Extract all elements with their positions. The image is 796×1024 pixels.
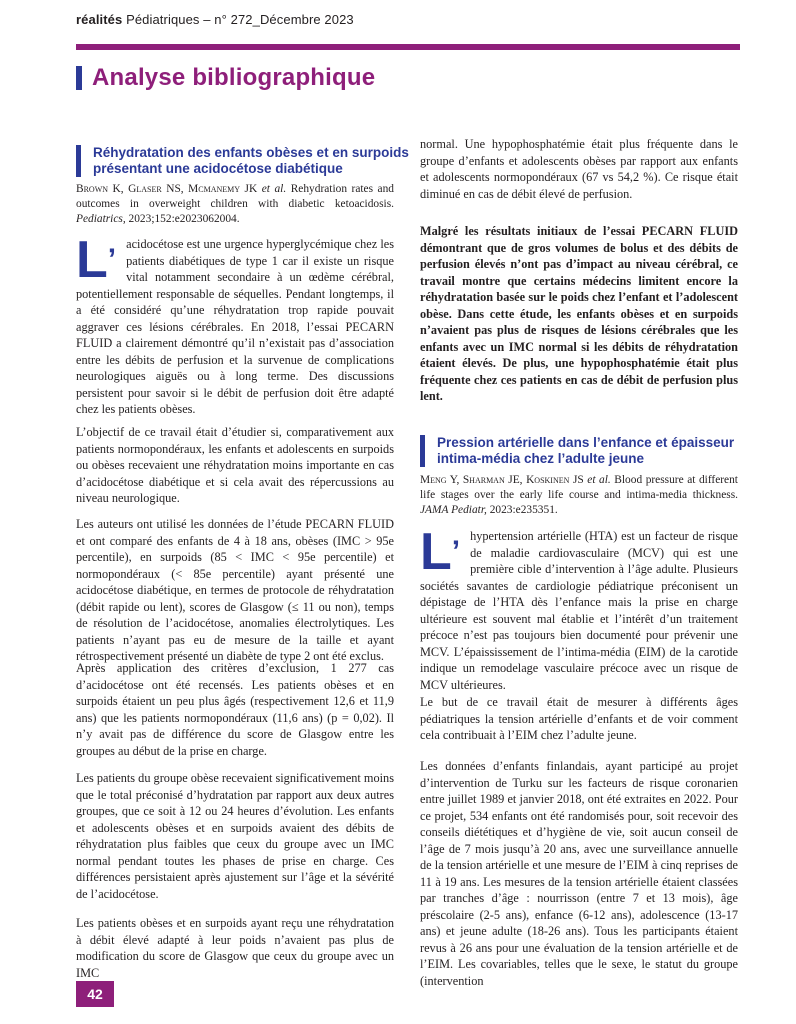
article1-ref-journal: Pediatrics, [76, 213, 126, 226]
article2-dropcap-letter: L [420, 523, 452, 581]
article1-ref-authors: Brown K, Glaser NS, Mcmanemy JK [76, 183, 258, 195]
article1-paragraph-3: Les auteurs ont utilisé les données de l’étude PECARN FLUID et ont comparé des enfants de 4 à 18 ans, obèses (IMC > 95e percentile), en surpoids (85 < IMC < 95e percentile) et normopondéraux (< 85e percentile) ayant présenté une acidocétose diabétique, en termes de protocole de réhydratation (débit rapide ou lent), scores de Glasgow (≤ 11 ou non), temps de résolution de l’acidocétose, anomalies électrolytiques. Les patients n’ayant pas eu de mesure de la taille et ayant rétrospectivement présenté un diabète de type 2 ont été exclus. [76, 517, 394, 663]
article1-paragraph-6: Les patients obèses et en surpoids ayant reçu une réhydratation à débit élevé adapté à leur poids n’avaient pas plus de modification du score de Glasgow que ceux du groupe avec un IMC [76, 916, 394, 980]
article1-paragraph-1 [76, 231, 394, 418]
article2-dropcap [420, 523, 461, 581]
article1-dropcap-letter: L [76, 231, 108, 289]
article1-dropcap [76, 231, 117, 289]
page-number: 42 [76, 981, 114, 1007]
journal-issue: Pédiatriques – n° 272_Décembre 2023 [126, 12, 354, 27]
header-rule [76, 44, 740, 50]
article1-paragraph-5: Les patients du groupe obèse recevaient significativement moins que le total préconisé d’hydratation par rapport aux deux autres groupes, que ce soit à 12 ou 24 heures d’évolution. Les enfants et adolescents obèses et en surpoids avaient des débits de réhydratation plus faibles que ceux du groupe avec un IMC normal pendant toutes les phases de prise en charge. Ces différences persistaient après ajustement sur l’âge et la sévérité de l’acidocétose. [76, 771, 394, 901]
article1-conclusion: Malgré les résultats initiaux de l’essai PECARN FLUID démontrant que de gros volumes de bolus et des débits de perfusion élevés n’ont pas d’impact au niveau cérébral, ce travail montre que certains médecins limitent encore la réhydratation basée sur le poids chez l’enfant et l’adolescent obèse. Dans cette étude, les enfants obèses et en surpoids n’avaient pas plus de risques de lésions cérébrales que les enfants avec un IMC normal si les débits de réhydratation étaient élevés. De plus, une hypophosphatémie était plus fréquente chez ces patients en cas de débit de perfusion plus lent. [420, 224, 738, 403]
article1-paragraph-7: normal. Une hypophosphatémie était plus fréquente dans le groupe d’enfants et adolescents obèses par rapport aux enfants et adolescents normopondéraux (67 vs 54,2 %). Ce risque était diminué en cas de débit élevé de perfusion. [420, 137, 738, 201]
article1-ref-tail: 2023;152:e2023062004. [128, 213, 240, 226]
article1-paragraph-2: L’objectif de ce travail était d’étudier si, comparativement aux patients normopondéraux, les enfants et adolescents en surpoids ou obèses recevaient une réhydratation moins importante en cas d’acidocétose diabétique et si cela avait des répercussions au niveau neurologique. [76, 425, 394, 505]
article1-title: Réhydratation des enfants obèses et en surpoids présentant une acidocétose diabétique [76, 145, 413, 177]
article1-paragraph-4: Après application des critères d’exclusion, 1 277 cas d’acidocétose ont été recensés. Les patients obèses et en surpoids étaient un peu plus âgés (respectivement 12,6 et 11,9 ans) que les patients normopondéraux (11,6 ans) (p = 0,02). Il n’y avait pas de différence du score de Glasgow entre les groupes au début de la prise en charge. [76, 661, 394, 758]
article2-ref-etal: et al. [587, 474, 611, 486]
article2-ref-authors: Meng Y, Sharman JE, Koskinen JS [420, 474, 584, 486]
article2-paragraph-3: Les données d’enfants finlandais, ayant participé au projet d’intervention de Turku sur les facteurs de risque coronarien entre juillet 1989 et janvier 2018, ont été extraites en 2022. Pour ce projet, 534 enfants ont été randomisés pour, soit recevoir des conseils diététiques et d’hygiène de vie, soit aucun conseil de l’âge de 7 mois jusqu’à 20 ans, avec une surveillance annuelle de la tension artérielle et une mesure de l’EIM à cinq reprises de 11 à 19 ans. Les mesures de la tension artérielle étaient classées par tranches d’âge : nourrisson (entre 7 et 13 mois), âge préscolaire (2-5 ans), enfance (6-12 ans), adolescence (13-17 ans) et jeune adulte (18-26 ans). Tous les participants étaient revus à 26 ans pour une évaluation de la tension artérielle et de l’EIM. Les covariables, telles que le sexe, le statut du groupe (intervention [420, 759, 738, 988]
journal-brand: réalités [76, 12, 123, 27]
article2-paragraph-1 [420, 523, 738, 693]
article2-p1-text: hypertension artérielle (HTA) est un facteur de risque de maladie cardiovasculaire (MCV) qui est une première cible d’intervention à l’âge adulte. Plusieurs sociétés savantes de cardiologie pédiatrique préconisent un dépistage de l’HTA dès l’enfance mais la prise en charge ultérieure est souvent mal établie et l’intérêt d’un traitement précoce n’est pas toujours bien documenté pour prévenir une MCV. L’épaississement de l’intima-média (EIM) de la carotide indique un remodelage vasculaire précoce avec un risque de MCV ultérieures. [420, 529, 738, 692]
article2-paragraph-2: Le but de ce travail était de mesurer à différents âges pédiatriques la tension artérielle d’enfants et de voir comment cela contribuait à l’EIM chez l’adulte jeune. [420, 695, 738, 742]
title-bar-marker [76, 66, 82, 90]
running-header [76, 12, 354, 27]
article2-reference [420, 473, 738, 519]
article1-reference [76, 182, 394, 228]
article1-p1-text: acidocétose est une urgence hyperglycémique chez les patients diabétiques de type 1 car il existe un risque vital notamment secondaire à un œdème cérébral, potentiellement responsable de séquelles. Pendant longtemps, il a été considéré qu’une réhydratation trop rapide pouvait aggraver ces lésions cérébrales. En 2018, l’essai PECARN FLUID a clairement démontré qu’il n’existait pas d’association entre les débits de perfusion et la survenue de complications neurologiques aiguës ou à long terme. Des discussions persistent pour savoir si le débit de perfusion doit être adapté chez les patients obèses. [76, 237, 394, 416]
article1-ref-text: Rehydration rates and outcomes in overweight children with diabetic ketoacidosis. [76, 183, 394, 211]
article2-title: Pression artérielle dans l’enfance et épaisseur intima-média chez l’adulte jeune [420, 435, 739, 467]
article2-ref-journal: JAMA Pediatr, [420, 504, 487, 517]
section-title-text: Analyse bibliographique [92, 64, 376, 91]
article1-ref-etal: et al. [261, 183, 287, 195]
section-title [76, 64, 375, 92]
article2-ref-text: Blood pressure at different life stages over the early life course and intima-media thickness. [420, 474, 738, 502]
dropcap-apostrophe: ’ [107, 243, 117, 276]
dropcap-apostrophe: ’ [451, 535, 461, 568]
article2-ref-tail: 2023:e235351. [489, 504, 558, 517]
